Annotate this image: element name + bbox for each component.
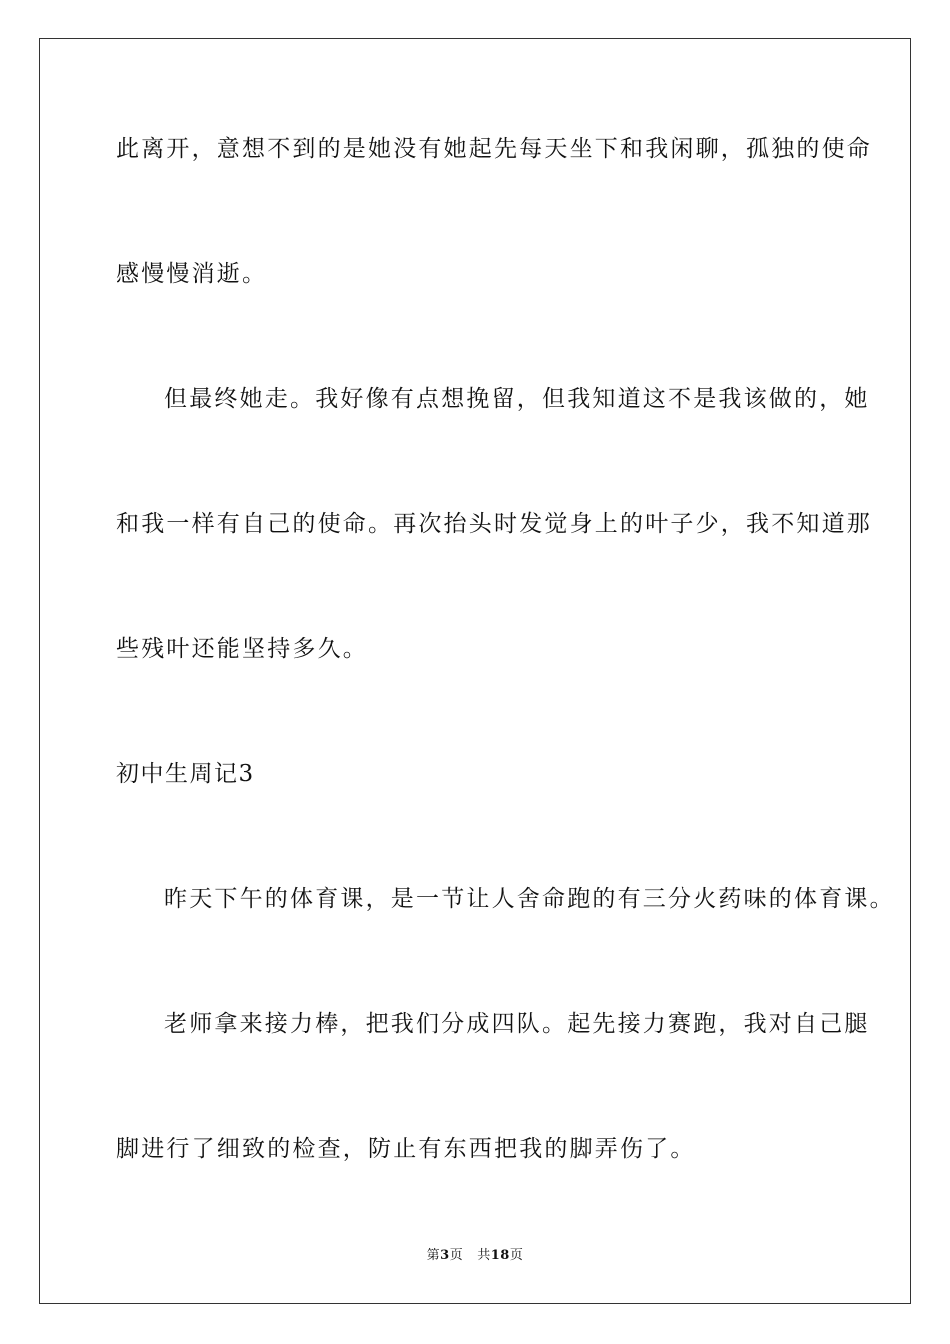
footer-total-suffix: 页 [509, 1248, 524, 1263]
footer-total-prefix: 共 [477, 1248, 491, 1263]
paragraph-line: 但最终她走。我好像有点想挽留，但我知道这不是我该做的，她 [164, 386, 870, 412]
page-footer [0, 1247, 950, 1265]
paragraph-line: 些残叶还能坚持多久。 [116, 636, 368, 662]
paragraph-line: 和我一样有自己的使命。再次抬头时发觉身上的叶子少，我不知道那 [116, 511, 872, 537]
paragraph-line: 昨天下午的体育课，是一节让人舍命跑的有三分火药味的体育课。 [164, 886, 895, 912]
paragraph-line: 老师拿来接力棒，把我们分成四队。起先接力赛跑，我对自己腿 [164, 1011, 870, 1037]
section-heading: 初中生周记3 [116, 761, 255, 787]
paragraph-line: 此离开，意想不到的是她没有她起先每天坐下和我闲聊，孤独的使命 [116, 136, 872, 162]
page-border [39, 38, 911, 1304]
footer-total-number: 18 [490, 1248, 510, 1263]
paragraph-line: 感慢慢消逝。 [116, 261, 268, 287]
footer-page-suffix: 页 [449, 1248, 464, 1263]
footer-page-prefix: 第 [426, 1248, 441, 1263]
paragraph-line: 脚进行了细致的检查，防止有东西把我的脚弄伤了。 [116, 1136, 696, 1162]
footer-page-number: 3 [440, 1248, 450, 1263]
